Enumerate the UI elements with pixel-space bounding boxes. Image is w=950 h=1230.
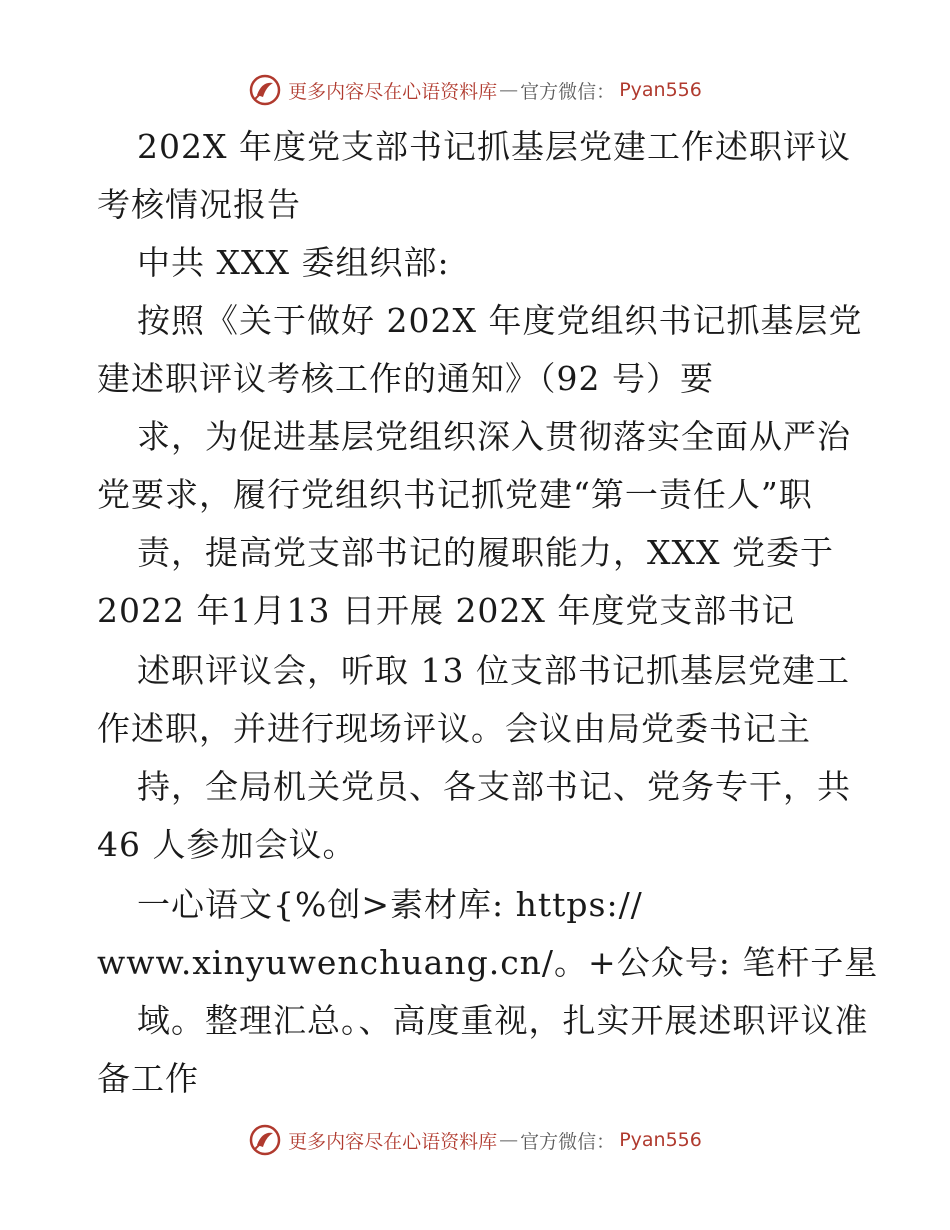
- document-text-line: www.xinyuwenchuang.cn/。+公众号: 笔杆子星: [97, 943, 879, 982]
- document-text-line: 备工作: [97, 1059, 199, 1098]
- document-text-line: 2022 年1月13 日开展 202X 年度党支部书记: [97, 591, 796, 630]
- brand-logo-icon: [248, 73, 282, 107]
- document-title-line-1: 202X 年度党支部书记抓基层党建工作述职评议: [137, 127, 851, 166]
- banner-slogan: 更多内容尽在心语资料库: [288, 80, 498, 103]
- banner-wechat-label: 官方微信：: [520, 1130, 616, 1153]
- brand-logo-icon: [248, 1123, 282, 1157]
- footer-watermark-banner: [0, 1120, 950, 1160]
- document-text-line: 域。整理汇总。、高度重视，扎实开展述职评议准: [137, 1001, 869, 1040]
- banner-wechat-label: 官方微信：: [520, 80, 616, 103]
- document-title-line-2: 考核情况报告: [97, 185, 301, 224]
- document-text-line: 一心语文{%创>素材库: https://: [137, 885, 643, 924]
- document-text-line: 责，提高党支部书记的履职能力，XXX 党委于: [137, 533, 834, 572]
- document-text-line: 述职评议会，听取 13 位支部书记抓基层党建工: [137, 651, 850, 690]
- document-text-line: 求，为促进基层党组织深入贯彻落实全面从严治: [137, 417, 851, 456]
- document-text-line: 建述职评议考核工作的通知》（92 号）要: [97, 359, 714, 398]
- banner-slogan: 更多内容尽在心语资料库: [288, 1130, 498, 1153]
- banner-wechat-id: Pyan556: [619, 1129, 702, 1151]
- document-text-line: 按照《关于做好 202X 年度党组织书记抓基层党: [137, 301, 863, 340]
- banner-separator: —: [499, 1129, 519, 1151]
- document-text-line: 46 人参加会议。: [97, 825, 357, 864]
- header-watermark-banner: [0, 70, 950, 110]
- document-salutation: 中共 XXX 委组织部:: [137, 243, 450, 282]
- document-text-line: 作述职，并进行现场评议。会议由局党委书记主: [97, 709, 811, 748]
- banner-separator: —: [499, 79, 519, 101]
- banner-wechat-id: Pyan556: [619, 79, 702, 101]
- document-text-line: 持，全局机关党员、各支部书记、党务专干，共: [137, 767, 851, 806]
- document-text-line: 党要求，履行党组织书记抓党建“第一责任人”职: [97, 475, 813, 514]
